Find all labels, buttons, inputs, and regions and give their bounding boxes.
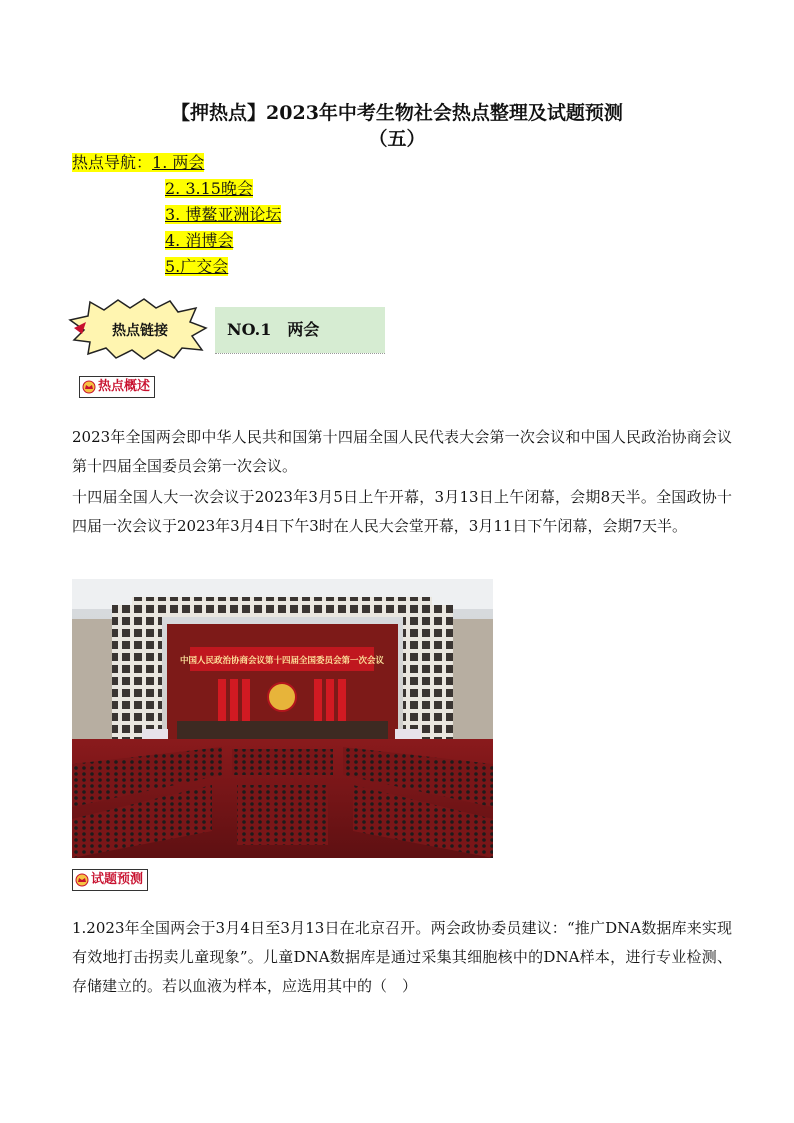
nav-link-5[interactable]: 5.广交会 (165, 257, 229, 276)
overview-paragraph-1: 2023年全国两会即中华人民共和国第十四届全国人民代表大会第一次会议和中国人民政治协商会议第十四届全国委员会第一次会议。 (72, 428, 732, 475)
hot-nav (72, 153, 204, 173)
conference-hall-photo (72, 579, 493, 858)
hot-link-starburst (68, 298, 208, 360)
doc-title: 【押热点】2023年中考生物社会热点整理及试题预测 (171, 102, 623, 124)
question-1: 1.2023年全国两会于3月4日至3月13日在北京召开。两会政协委员建议：“推广DNA数据库来实现有效地打击拐卖儿童现象”。儿童DNA数据库是通过采集其细胞核中的DNA样本，进行专业检测、存储建立的。若以血液为样本，应选用其中的（ ） (72, 919, 732, 995)
hot-nav-label: 热点导航： (72, 153, 153, 172)
overview-badge (79, 376, 155, 398)
overview-paragraph-2: 十四届全国人大一次会议于2023年3月5日上午开幕，3月13日上午闭幕，会期8天半。全国政协十四届一次会议于2023年3月4日下午3时在人民大会堂开幕，3月11日下午闭幕，会期7天半。 (72, 488, 732, 535)
crown-icon (82, 380, 96, 394)
prediction-badge-label: 试题预测 (91, 872, 144, 887)
prediction-badge (72, 869, 148, 891)
doc-subtitle: （五） (368, 128, 426, 150)
photo-banner-text: 中国人民政治协商会议第十四届全国委员会第一次会议 (179, 656, 385, 666)
nav-link-3[interactable]: 3. 博鳌亚洲论坛 (165, 205, 282, 224)
overview-badge-label: 热点概述 (98, 379, 151, 394)
nav-link-4[interactable]: 4. 消博会 (165, 231, 234, 250)
section-number-title: NO.1 两会 (215, 307, 385, 353)
nav-link-1[interactable]: 1. 两会 (152, 153, 205, 172)
crown-icon (75, 873, 89, 887)
nav-link-2[interactable]: 2. 3.15晚会 (165, 179, 253, 198)
hot-link-label: 热点链接 (112, 323, 168, 339)
